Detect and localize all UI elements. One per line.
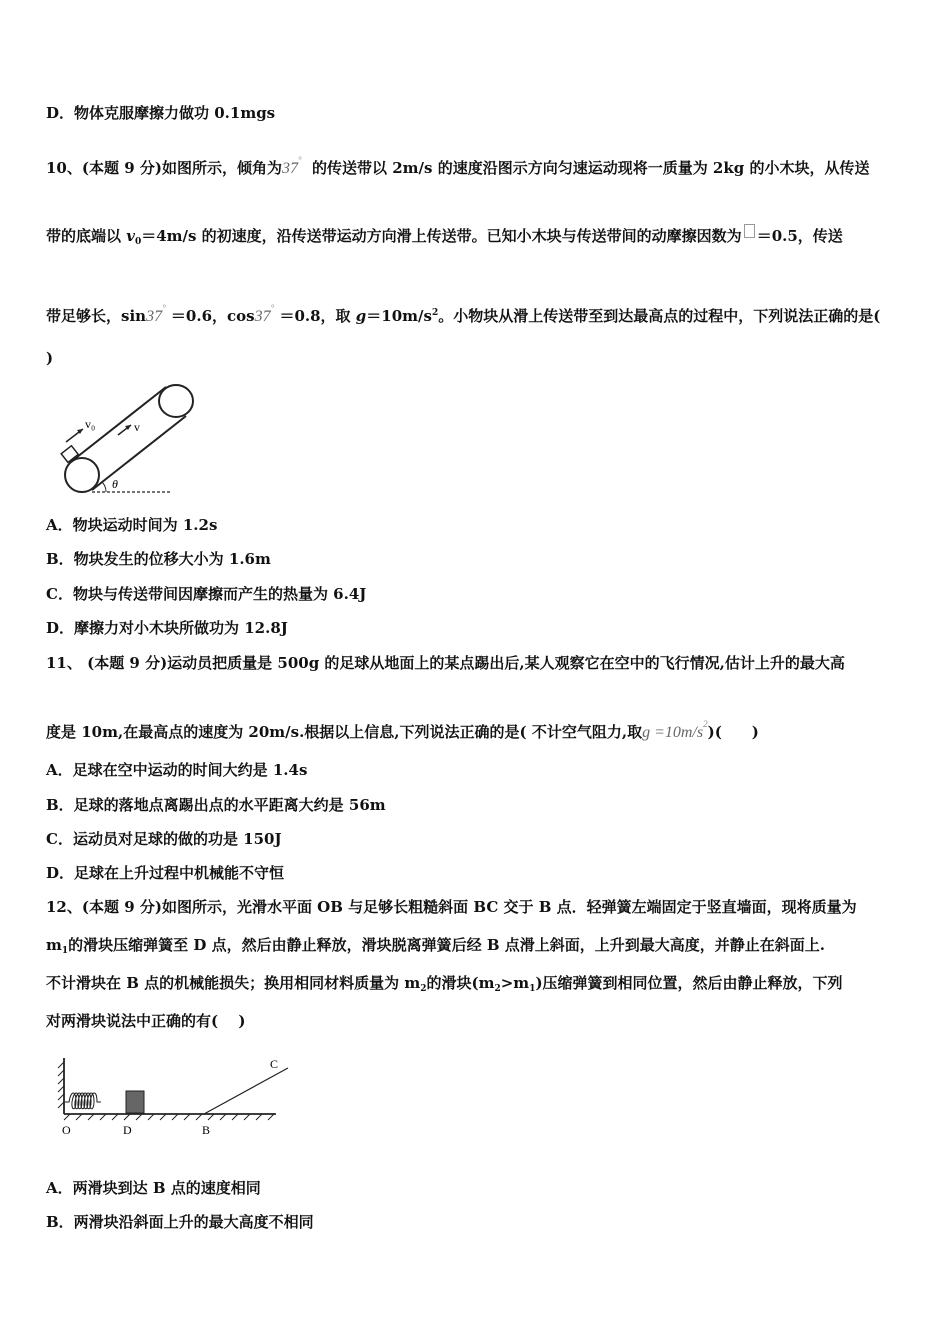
q11-option-c: C．运动员对足球的做的功是 150J bbox=[46, 830, 282, 848]
q10-line-2: 带的底端以 $v_0=4m/s$ 的初速度，沿传送带运动方向滑上传送带。已知小木块与传送带间的动摩擦因数为 ＝0.5，传送 bbox=[46, 224, 843, 252]
spring bbox=[65, 1093, 101, 1109]
q10-option-a: A．物块运动时间为 1.2s bbox=[46, 516, 218, 534]
slider-block bbox=[126, 1091, 144, 1113]
q11-option-a: A．足球在空中运动的时间大约是 1.4s bbox=[46, 761, 308, 779]
q10-option-b: B．物块发生的位移大小为 1.6m bbox=[46, 550, 271, 568]
label-d: D bbox=[123, 1123, 132, 1137]
angle-37: 37 bbox=[281, 160, 298, 177]
conveyor-belt-figure bbox=[58, 380, 198, 498]
theta-label: θ bbox=[112, 477, 118, 491]
q9-option-d: D．物体克服摩擦力做功 0.1mgs bbox=[46, 104, 276, 122]
q11-option-d: D．足球在上升过程中机械能不守恒 bbox=[46, 864, 285, 882]
label-o: O bbox=[62, 1123, 71, 1137]
g-expression: g =10m/s bbox=[642, 724, 704, 741]
q10-line-1: 10、(本题 9 分)如图所示，倾角为37° 的传送带以 2m/s 的速度沿图示方向匀速运动现将一质量为 2kg 的小木块，从传送 bbox=[46, 155, 870, 177]
q10-option-d: D．摩擦力对小木块所做功为 12.8J bbox=[46, 619, 288, 637]
q11-option-b: B．足球的落地点离踢出点的水平距离大约是 56m bbox=[46, 796, 386, 814]
q12-line-3: 不计滑块在 B 点的机械能损失；换用相同材料质量为 $m_2$的滑块$(m_2>m_1)$压缩弹簧到相同位置，然后由静止释放，下列 bbox=[46, 974, 843, 994]
incline-bc bbox=[204, 1068, 288, 1114]
v-label: v bbox=[134, 420, 140, 434]
q10-line-4: ) bbox=[46, 349, 54, 367]
spring-incline-figure bbox=[56, 1052, 296, 1142]
q12-option-a: A．两滑块到达 B 点的速度相同 bbox=[46, 1179, 261, 1197]
mu-symbol-icon bbox=[744, 224, 755, 238]
q11-line-2: 度是 10m,在最高点的速度为 20m/s.根据以上信息,下列说法正确的是( 不计空气阻力,取$g =10m/s^2$)( ) bbox=[46, 719, 759, 741]
q11-line-1: 11、 (本题 9 分)运动员把质量是 500g 的足球从地面上的某点踢出后,某人观察它在空中的飞行情况,估计上升的最大高 bbox=[46, 654, 845, 672]
q12-option-b: B．两滑块沿斜面上升的最大高度不相同 bbox=[46, 1213, 314, 1231]
q10-line-3: 带足够长，sin37° ＝0.6，cos37° ＝0.8，取 $g=10m/s^2$。小物块从滑上传送带至到达最高点的过程中，下列说法正确的是( bbox=[46, 303, 881, 325]
q12-line-4: 对两滑块说法中正确的有( ) bbox=[46, 1012, 246, 1030]
label-c: C bbox=[270, 1057, 279, 1071]
q12-line-1: 12、(本题 9 分)如图所示，光滑水平面 OB 与足够长粗糙斜面 BC 交于 B 点．轻弹簧左端固定于竖直墙面，现将质量为 bbox=[46, 898, 857, 916]
label-b: B bbox=[202, 1123, 211, 1137]
v0-label: v₀ bbox=[85, 417, 96, 431]
q12-line-2: $m_1$的滑块压缩弹簧至 D 点，然后由静止释放，滑块脱离弹簧后经 B 点滑上斜面，上升到最大高度，并静止在斜面上. bbox=[46, 936, 825, 956]
q10-option-c: C．物块与传送带间因摩擦而产生的热量为 6.4J bbox=[46, 585, 367, 603]
